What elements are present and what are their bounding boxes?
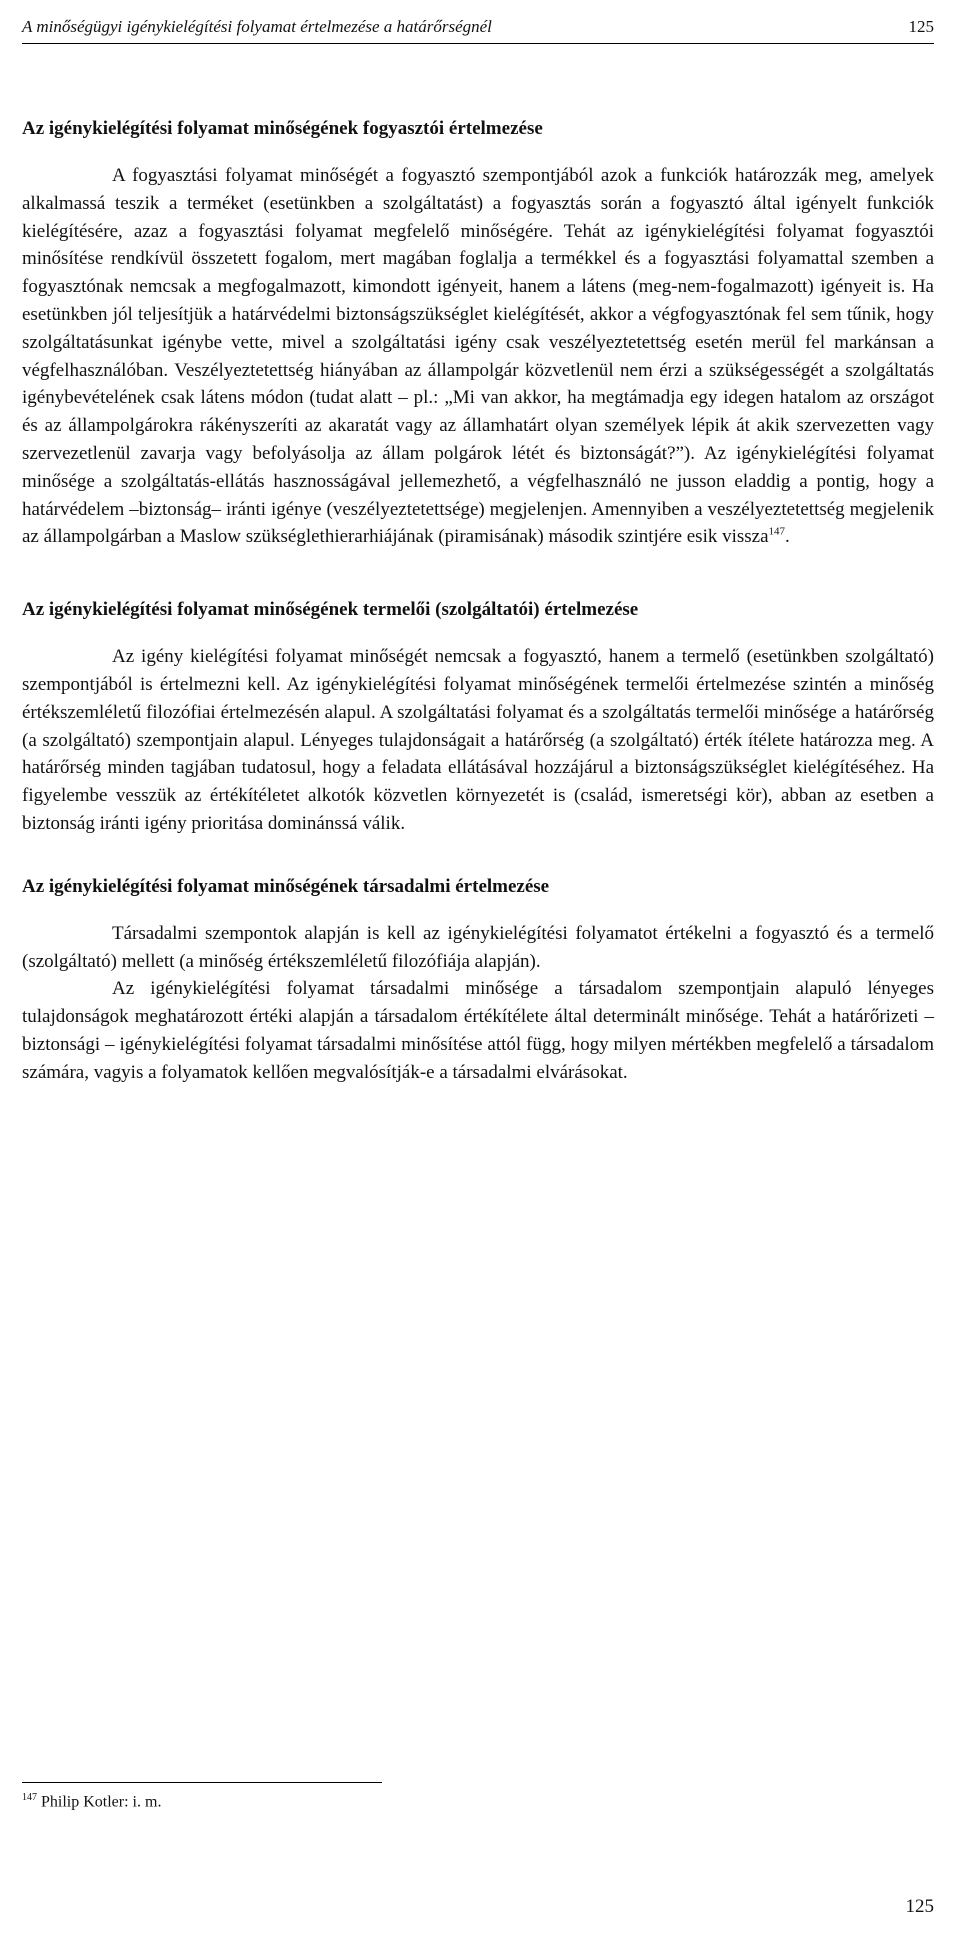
footer-page-number: 125: [905, 1896, 934, 1917]
section-heading-producer: Az igénykielégítési folyamat minőségének termelői (szolgáltatói) értelmezése: [22, 599, 639, 621]
footnote-number: 147: [22, 1792, 37, 1803]
header-page-number: 125: [908, 17, 934, 36]
section-heading-social: Az igénykielégítési folyamat minőségének társadalmi értelmezése: [22, 875, 550, 897]
footnote-divider: [22, 1782, 382, 1783]
footnote-reference[interactable]: 147: [768, 526, 786, 539]
footnote-text: Philip Kotler: i. m.: [41, 1793, 162, 1811]
paragraph-social-1: Társadalmi szempontok alapján is kell az igénykielégítési folyamatot értékelni a fogyasztó és a termelő (szolgáltató) mellett (a minőség értékszemléletű filozófiája alapján).: [22, 922, 934, 972]
page-body: [22, 116, 934, 1087]
paragraph-end: .: [785, 526, 790, 548]
running-title: A minőségügyi igénykielégítési folyamat értelmezése a határőrségnél: [22, 17, 492, 36]
footnote: [22, 1792, 161, 1811]
paragraph-producer: Az igény kielégítési folyamat minőségét nemcsak a fogyasztó, hanem a termelő (esetünkben szolgáltató) szempontjából is értelmezni kell. Az igénykielégítési folyamat minőségének termelői értelmezése szintén a minőség értékszemléletű filozófiai értelmezésén alapul. A szolgáltatási folyamat és a szolgáltatás termelői minősége a határőrség (a szolgáltató) szempontjain alapul. Lényeges tulajdonságait a határőrség (a szolgáltató) érték ítélete határozza meg. A határőrség minden tagjában tudatosul, hogy a feladata ellátásával hozzájárul a biztonságszükséglet kielégítéséhez. Ha figyelembe vesszük az értékítéletet alkotók közvetlen környezetét is (család, ismeretségi kör), abban az esetben a biztonság iránti igény prioritása dominánssá válik.: [22, 646, 934, 834]
paragraph-social-2: Az igénykielégítési folyamat társadalmi minősége a társadalom szempontjain alapuló lényeges tulajdonságok meghatározott értéki alapján a társadalom értékítélete által determinált minősége. Tehát a határőrizeti – biztonsági – igénykielégítési folyamat társadalmi minősítése attól függ, hogy milyen mértékben megfelelő a társadalom számára, vagyis a folyamatok kellően megvalósítják-e a társadalmi elvárásokat.: [22, 978, 934, 1083]
paragraph-consumer: [22, 162, 934, 551]
section-heading-consumer: Az igénykielégítési folyamat minőségének fogyasztói értelmezése: [22, 118, 543, 139]
paragraph-text: A fogyasztási folyamat minőségét a fogyasztó szempontjából azok a funkciók határozzák meg, amelyek alkalmassá teszik a terméket (esetünkben a szolgáltatást) a fogyasztás során a fogyasztó által igényelt funkciók kielégítésére, azaz a fogyasztási folyamat megfelelő minőségére. Tehát az igénykielégítési folyamat fogyasztói minősítése rendkívül összetett fogalom, mert magában foglalja a termékkel és a fogyasztási folyamattal szemben a fogyasztónak nemcsak a megfogalmazott, kimondott igényeit, hanem a látens (meg-nem-fogalmazott) igényeit is. Ha esetünkben jól teljesítjük a határvédelmi biztonságszükséglet kielégítését, akkor a végfogyasztónak fel sem tűnik, hogy szolgáltatásunkat igénybe vette, mivel a szolgáltatási igény csak veszélyeztetettség esetén merül fel markánsan a végfelhasználóban. Veszélyeztetettség hiányában az állampolgár közvetlenül nem érzi a szükségességét a szolgáltatás igénybevételének csak látens módon (tudat alatt – pl.: „Mi van akkor, ha megtámadja egy idegen hatalom az országot és az állampolgárokra rákényszeríti az akaratát vagy az államhatárt olyan személyek lépik át akik szervezetten vagy szervezetlenül zavarja vagy befolyásolja az állam polgárok létét és biztonságát?”). Az igénykielégítési folyamat minősége a szolgáltatás-ellátás hasznosságával jellemezhető, a végfelhasználó ne jusson eladdig a pontig, hogy a határvédelem –biztonság– iránti igénye (veszélyeztetettsége) megjelenjen. Amennyiben a veszélyeztetettség megjelenik az állampolgárban a Maslow szükséglethierarhiájának (piramisának) második szintjére esik vissza: [22, 165, 934, 548]
running-header: [22, 0, 934, 44]
